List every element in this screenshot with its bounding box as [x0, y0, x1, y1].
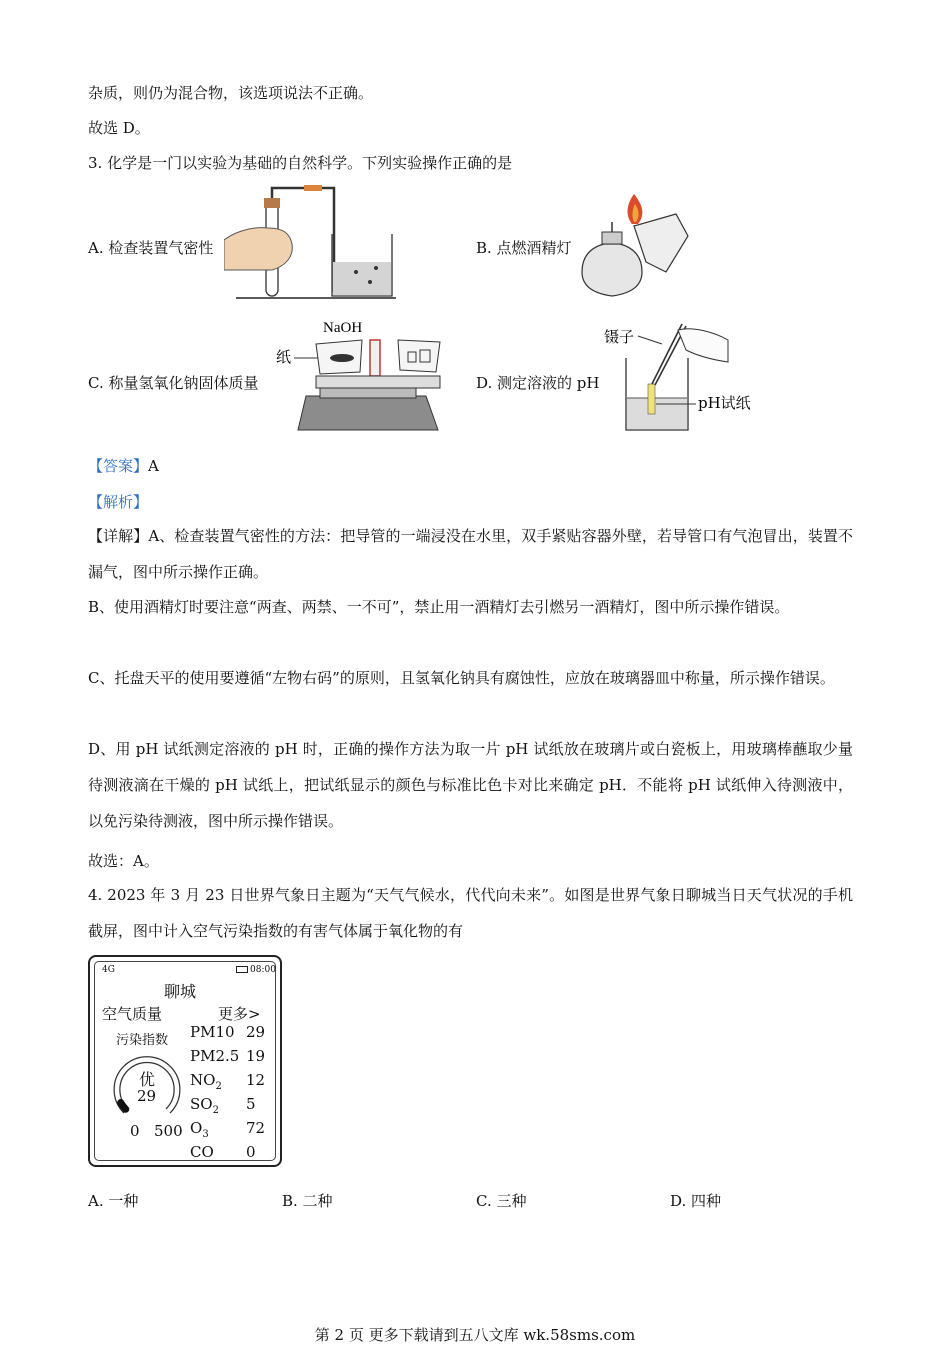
more-link[interactable]: 更多> [218, 1005, 261, 1023]
detail-a [88, 518, 853, 590]
q4-option-c: C. 三种 [476, 1192, 527, 1210]
air-quality-label: 空气质量 [102, 1005, 163, 1023]
pollutant-value: 72 [246, 1119, 266, 1137]
q3-option-d: D. 测定溶液的 pH [476, 374, 600, 392]
previous-conclusion: 故选 D。 [88, 119, 150, 137]
pollutant-value: 12 [246, 1071, 266, 1089]
pollution-index-label: 污染指数 [116, 1033, 169, 1048]
detail-d: D、用 pH 试纸测定溶液的 pH 时，正确的操作方法为取一片 pH 试纸放在玻璃片或白瓷板上，用玻璃棒蘸取少量待测液滴在干燥的 pH 试纸上，把试纸显示的颜色与标准比色卡对比来确定 pH．不能将 pH 试纸伸入待测液中，以免污染待测液，图中所示操作错误。 [88, 740, 853, 830]
alcohol-lamp-figure [576, 192, 698, 304]
q4-option-b: B. 二种 [282, 1192, 333, 1210]
index-value: 29 [137, 1087, 157, 1105]
detail-label: 【详解】 [88, 527, 149, 545]
pollutant-name: PM10 [190, 1023, 235, 1041]
phone-screenshot [88, 955, 282, 1167]
pollutant-name: CO [190, 1143, 214, 1161]
tweezers-label: 镊子 [604, 328, 635, 346]
range-min: 0 [130, 1122, 140, 1140]
ph-test-figure [604, 318, 764, 436]
q4-option-d: D. 四种 [670, 1192, 722, 1210]
q3-option-b: B. 点燃酒精灯 [476, 239, 572, 257]
airtightness-check-figure [224, 182, 400, 302]
pollutant-value: 5 [246, 1095, 256, 1113]
grade-label: 优 [139, 1070, 156, 1089]
range-max: 500 [154, 1122, 183, 1140]
pollutant-name: $SO_2$ [190, 1095, 219, 1116]
paper-label: 纸 [276, 348, 292, 366]
detail-c: C、托盘天平的使用要遵循“左物右码”的原则，且氢氧化钠具有腐蚀性，应放在玻璃器皿中称量，所示操作错误。 [88, 669, 835, 687]
pollutant-value: 19 [246, 1047, 266, 1065]
signal-label: 4G [102, 965, 115, 975]
q4-stem: 4. 2023 年 3 月 23 日世界气象日主题为“天气气候水，代代向未来”。如图是世界气象日聊城当日天气状况的手机截屏，图中计入空气污染指数的有害气体属于氧化物的有 [88, 886, 853, 940]
answer-line [88, 455, 159, 476]
detail-b: B、使用酒精灯时要注意“两查、两禁、一不可”，禁止用一酒精灯去引燃另一酒精灯，图中所示操作错误。 [88, 598, 790, 616]
q3-option-a: A. 检查装置气密性 [88, 239, 214, 257]
pollutant-name: $O_3$ [190, 1119, 209, 1140]
q3-option-c: C. 称量氢氧化钠固体质量 [88, 374, 259, 392]
ph-paper-label: pH试纸 [698, 394, 751, 412]
pollutant-name: PM2.5 [190, 1047, 240, 1065]
q4-option-a: A. 一种 [88, 1192, 139, 1210]
page-footer: 第 2 页 更多下载请到五八文库 wk.58sms.com [314, 1326, 636, 1344]
balance-figure [276, 318, 442, 434]
time-label: 08:00 [250, 965, 276, 975]
q3-conclusion: 故选：A。 [88, 852, 159, 870]
battery-icon [236, 966, 248, 973]
pollutant-value: 29 [246, 1023, 266, 1041]
city-title: 聊城 [164, 982, 197, 1001]
answer-label: 【答案】 [88, 457, 149, 475]
pollutant-name: $NO_2$ [190, 1071, 222, 1092]
detail-a-text: A、检查装置气密性的方法：把导管的一端浸没在水里，双手紧贴容器外壁，若导管口有气泡冒出，装置不漏气，图中所示操作正确。 [88, 527, 853, 581]
pollutant-value: 0 [246, 1143, 256, 1161]
answer-value: A [148, 457, 159, 475]
carryover-line: 杂质，则仍为混合物，该选项说法不正确。 [88, 84, 374, 102]
q3-stem: 3. 化学是一门以实验为基础的自然科学。下列实验操作正确的是 [88, 154, 513, 172]
naoh-label: NaOH [323, 320, 363, 336]
analysis-label: 【解析】 [88, 493, 149, 511]
